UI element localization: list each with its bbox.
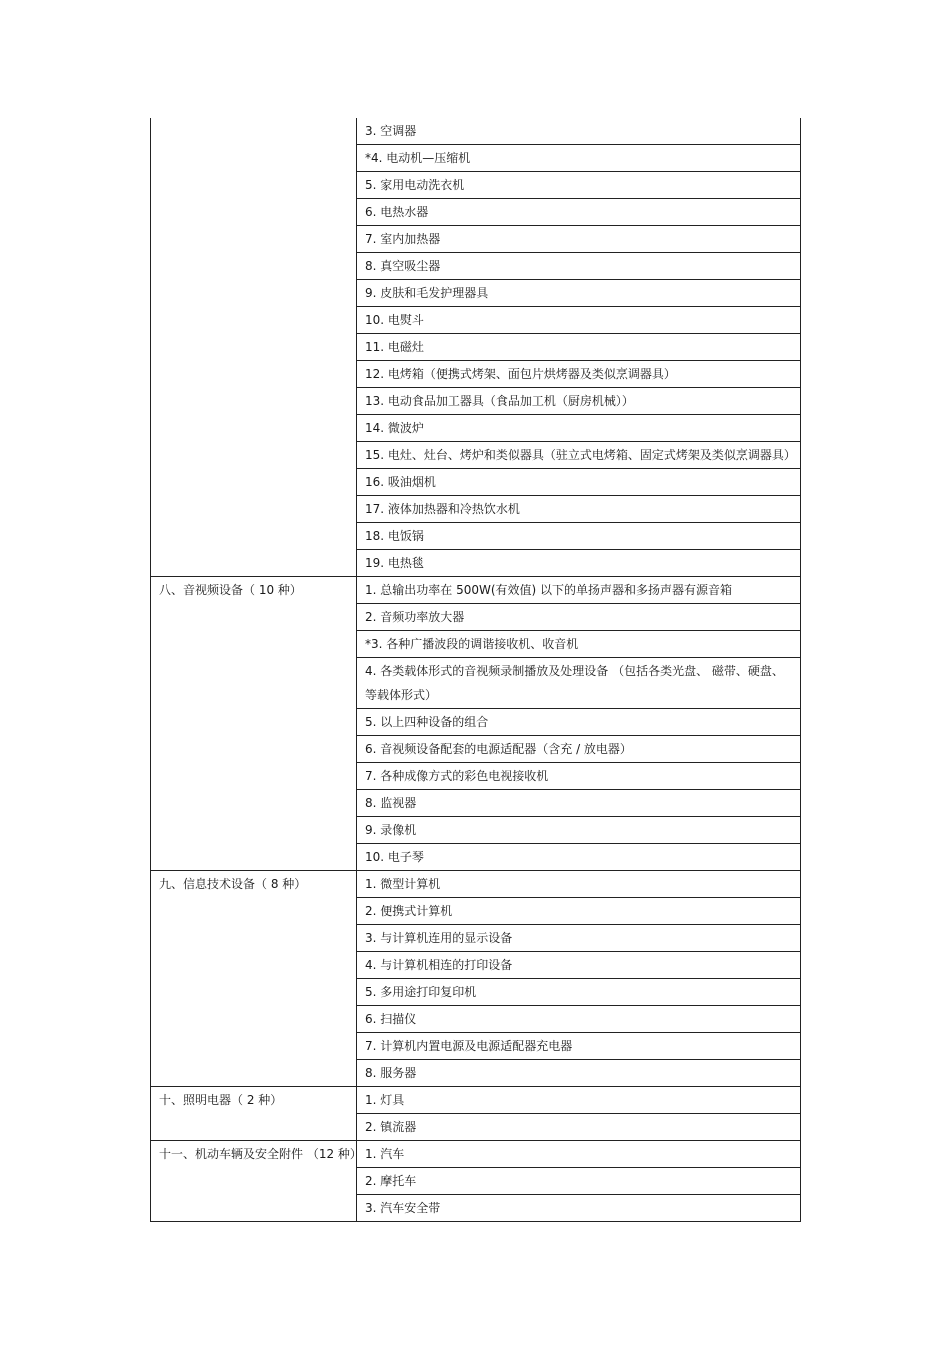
- item-cell: 1. 汽车: [357, 1141, 801, 1168]
- item-cell: 3. 与计算机连用的显示设备: [357, 925, 801, 952]
- item-cell: 2. 镇流器: [357, 1114, 801, 1141]
- item-cell: 11. 电磁灶: [357, 334, 801, 361]
- item-cell: 7. 各种成像方式的彩色电视接收机: [357, 763, 801, 790]
- table-row: [151, 118, 801, 145]
- item-cell: 9. 皮肤和毛发护理器具: [357, 280, 801, 307]
- item-cell: 2. 摩托车: [357, 1168, 801, 1195]
- item-cell: 6. 音视频设备配套的电源适配器（含充 / 放电器）: [357, 736, 801, 763]
- item-cell: 5. 家用电动洗衣机: [357, 172, 801, 199]
- item-cell: 10. 电子琴: [357, 844, 801, 871]
- item-cell: *4. 电动机—压缩机: [357, 145, 801, 172]
- table-row: [151, 1087, 801, 1114]
- item-cell: 16. 吸油烟机: [357, 469, 801, 496]
- item-cell: 1. 总输出功率在 500W(有效值) 以下的单扬声器和多扬声器有源音箱: [357, 577, 801, 604]
- item-cell: 8. 服务器: [357, 1060, 801, 1087]
- item-cell: 2. 音频功率放大器: [357, 604, 801, 631]
- table-body: [151, 118, 801, 1222]
- item-cell: 18. 电饭锅: [357, 523, 801, 550]
- item-cell: 9. 录像机: [357, 817, 801, 844]
- item-cell: 5. 以上四种设备的组合: [357, 709, 801, 736]
- table-row: [151, 871, 801, 898]
- item-cell: 7. 计算机内置电源及电源适配器充电器: [357, 1033, 801, 1060]
- item-cell: 6. 电热水器: [357, 199, 801, 226]
- item-cell: 6. 扫描仪: [357, 1006, 801, 1033]
- table-row: [151, 1141, 801, 1168]
- item-cell: 3. 汽车安全带: [357, 1195, 801, 1222]
- product-category-table: [150, 118, 801, 1222]
- item-cell: 12. 电烤箱（便携式烤架、面包片烘烤器及类似烹调器具）: [357, 361, 801, 388]
- item-cell: 3. 空调器: [357, 118, 801, 145]
- item-cell: 2. 便携式计算机: [357, 898, 801, 925]
- category-cell: [151, 118, 357, 577]
- item-cell: 4. 与计算机相连的打印设备: [357, 952, 801, 979]
- item-cell: 14. 微波炉: [357, 415, 801, 442]
- table-row: [151, 577, 801, 604]
- category-cell: 八、音视频设备（ 10 种）: [151, 577, 357, 871]
- item-cell: 5. 多用途打印复印机: [357, 979, 801, 1006]
- item-cell: *3. 各种广播波段的调谐接收机、收音机: [357, 631, 801, 658]
- item-cell: 1. 灯具: [357, 1087, 801, 1114]
- item-cell: 15. 电灶、灶台、烤炉和类似器具（驻立式电烤箱、固定式烤架及类似烹调器具）: [357, 442, 801, 469]
- category-cell: 十、照明电器（ 2 种）: [151, 1087, 357, 1141]
- item-cell: 4. 各类载体形式的音视频录制播放及处理设备 （包括各类光盘、 磁带、硬盘、等载体形式）: [357, 658, 801, 709]
- item-cell: 8. 监视器: [357, 790, 801, 817]
- item-cell: 7. 室内加热器: [357, 226, 801, 253]
- catalog-document: [150, 118, 801, 1222]
- item-cell: 17. 液体加热器和冷热饮水机: [357, 496, 801, 523]
- item-cell: 10. 电熨斗: [357, 307, 801, 334]
- category-cell: 十一、机动车辆及安全附件 （12 种）: [151, 1141, 357, 1222]
- category-cell: 九、信息技术设备（ 8 种）: [151, 871, 357, 1087]
- item-cell: 1. 微型计算机: [357, 871, 801, 898]
- item-cell: 13. 电动食品加工器具（食品加工机（厨房机械））: [357, 388, 801, 415]
- item-cell: 19. 电热毯: [357, 550, 801, 577]
- item-cell: 8. 真空吸尘器: [357, 253, 801, 280]
